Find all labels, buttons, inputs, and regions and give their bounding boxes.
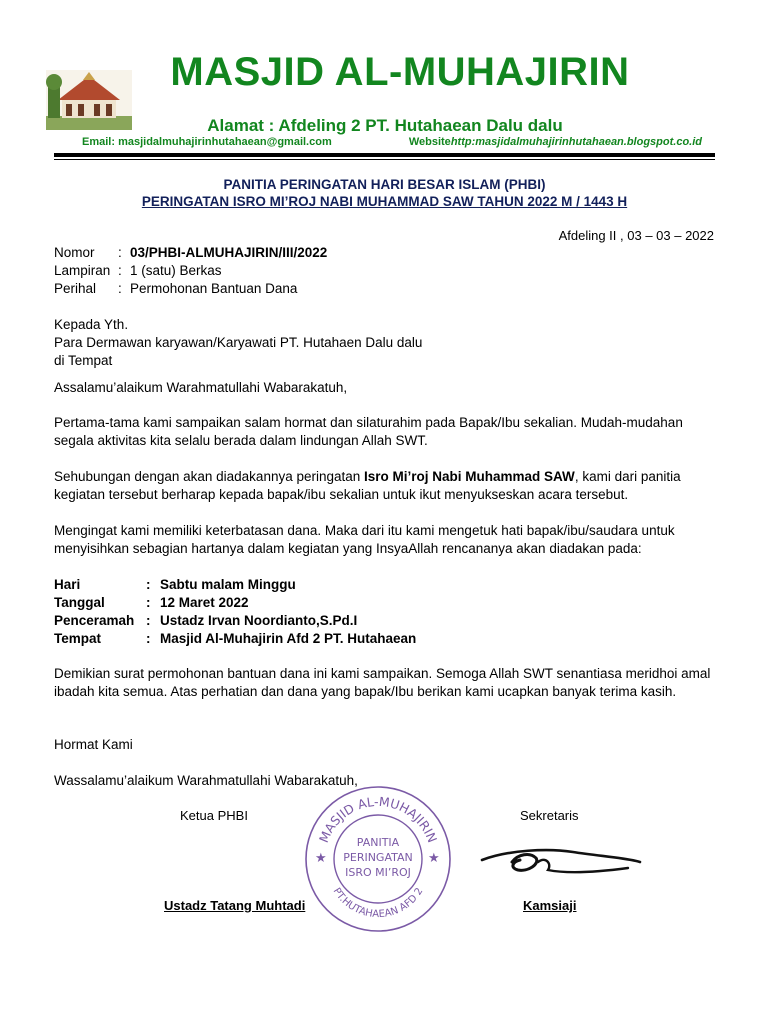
detail-sep: : xyxy=(146,577,151,592)
event-name: Isro Mi’roj Nabi Muhammad SAW xyxy=(364,469,575,484)
secretary-signature xyxy=(478,840,643,892)
committee-heading: PANITIA PERINGATAN HARI BESAR ISLAM (PHBI) xyxy=(223,177,546,192)
detail-row-tanggal xyxy=(54,594,416,612)
detail-row-tempat xyxy=(54,630,416,648)
committee-stamp xyxy=(303,784,453,934)
meta-label: Perihal xyxy=(54,281,97,296)
paragraph-request: Mengingat kami memiliki keterbatasan dana. Maka dari itu kami mengetuk hati bapak/ibu/saudara untuk menyisihkan sebagian hartanya dalam kegiatan yang InsyaAllah rencananya akan diadakan pada: xyxy=(54,523,675,556)
recipient-line: di Tempat xyxy=(54,353,113,368)
chair-role: Ketua PHBI xyxy=(180,808,248,823)
detail-sep: : xyxy=(146,613,151,628)
recipient-block xyxy=(54,316,716,370)
stamp-star-icon: ★ xyxy=(428,851,440,866)
chair-name: Ustadz Tatang Muhtadi xyxy=(164,898,306,913)
stamp-bottom-text: PT.HUTAHAEAN AFD 2 xyxy=(330,886,426,921)
paragraph-event xyxy=(54,468,716,504)
email-text: Email: masjidalmuhajirinhutahaean@gmail.com xyxy=(82,136,332,148)
letter-meta xyxy=(54,244,327,298)
place-date: Afdeling II , 03 – 03 – 2022 xyxy=(558,228,714,243)
detail-value: Masjid Al-Muhajirin Afd 2 PT. Hutahaean xyxy=(160,631,417,646)
mosque-title: MASJID AL-MUHAJIRIN xyxy=(170,50,630,94)
detail-label: Penceramah xyxy=(54,613,135,628)
meta-label: Lampiran xyxy=(54,263,111,278)
closing-regards: Hormat Kami xyxy=(54,737,133,752)
paragraph-event-end: , kami dari panitia kegiatan tersebut berharap kepada bapak/ibu sekalian untuk ikut menyukseskan acara tersebut. xyxy=(54,469,681,502)
contact-line xyxy=(82,136,702,148)
stamp-center-line: PERINGATAN xyxy=(343,851,413,864)
detail-value: Ustadz Irvan Noordianto,S.Pd.I xyxy=(160,613,358,628)
detail-value: Sabtu malam Minggu xyxy=(160,577,296,592)
meta-value: 1 (satu) Berkas xyxy=(130,263,222,278)
secretary-name: Kamsiaji xyxy=(523,898,577,913)
stamp-center-line: PANITIA xyxy=(356,836,400,849)
website-url: http:masjidalmuhajirinhutahaean.blogspot.co.id xyxy=(450,136,702,148)
mosque-address: Alamat : Afdeling 2 PT. Hutahaean Dalu dalu xyxy=(207,116,563,135)
event-heading: PERINGATAN ISRO MI’ROJ NABI MUHAMMAD SAW TAHUN 2022 M / 1443 H xyxy=(141,194,628,209)
website-label: Website xyxy=(408,136,451,148)
detail-value: 12 Maret 2022 xyxy=(160,595,249,610)
meta-row-nomor xyxy=(54,244,327,262)
meta-value: 03/PHBI-ALMUHAJIRIN/III/2022 xyxy=(130,245,328,260)
greeting: Assalamu’alaikum Warahmatullahi Wabarakatuh, xyxy=(54,380,348,395)
meta-sep: : xyxy=(118,281,122,296)
event-details xyxy=(54,576,416,648)
meta-sep: : xyxy=(118,245,122,260)
detail-label: Tempat xyxy=(54,631,102,646)
header-rule-thin xyxy=(54,159,715,160)
stamp-star-icon: ★ xyxy=(315,851,327,866)
detail-label: Tanggal xyxy=(54,595,105,610)
secretary-role: Sekretaris xyxy=(520,808,579,823)
meta-value: Permohonan Bantuan Dana xyxy=(130,281,298,296)
meta-row-perihal xyxy=(54,280,327,298)
recipient-line: Kepada Yth. xyxy=(54,317,129,332)
paragraph-event-start: Sehubungan dengan akan diadakannya peringatan xyxy=(54,469,365,484)
meta-label: Nomor xyxy=(54,245,95,260)
meta-row-lampiran xyxy=(54,262,327,280)
stamp-top-text: MASJID AL-MUHAJIRIN xyxy=(315,793,441,845)
header-rule-thick xyxy=(54,153,715,157)
closing-salam: Wassalamu’alaikum Warahmatullahi Wabarakatuh, xyxy=(54,773,358,788)
detail-label: Hari xyxy=(54,577,81,592)
detail-sep: : xyxy=(146,595,151,610)
recipient-line: Para Dermawan karyawan/Karyawati PT. Hutahaen Dalu dalu xyxy=(54,335,423,350)
meta-sep: : xyxy=(118,263,122,278)
stamp-center-line: ISRO MI’ROJ xyxy=(345,866,411,879)
detail-sep: : xyxy=(146,631,151,646)
paragraph-closing: Demikian surat permohonan bantuan dana ini kami sampaikan. Semoga Allah SWT senantiasa meridhoi amal ibadah kita semua. Atas perhatian dan dana yang bapak/Ibu berikan kami ucapkan banyak terima kasih. xyxy=(54,666,711,699)
website-text xyxy=(409,136,702,148)
detail-row-hari xyxy=(54,576,416,594)
paragraph-opening: Pertama-tama kami sampaikan salam hormat dan silaturahim pada Bapak/Ibu sekalian. Mudah-mudahan segala aktivitas kita selalu berada dalam lindungan Allah SWT. xyxy=(54,415,683,448)
detail-row-penceramah xyxy=(54,612,416,630)
